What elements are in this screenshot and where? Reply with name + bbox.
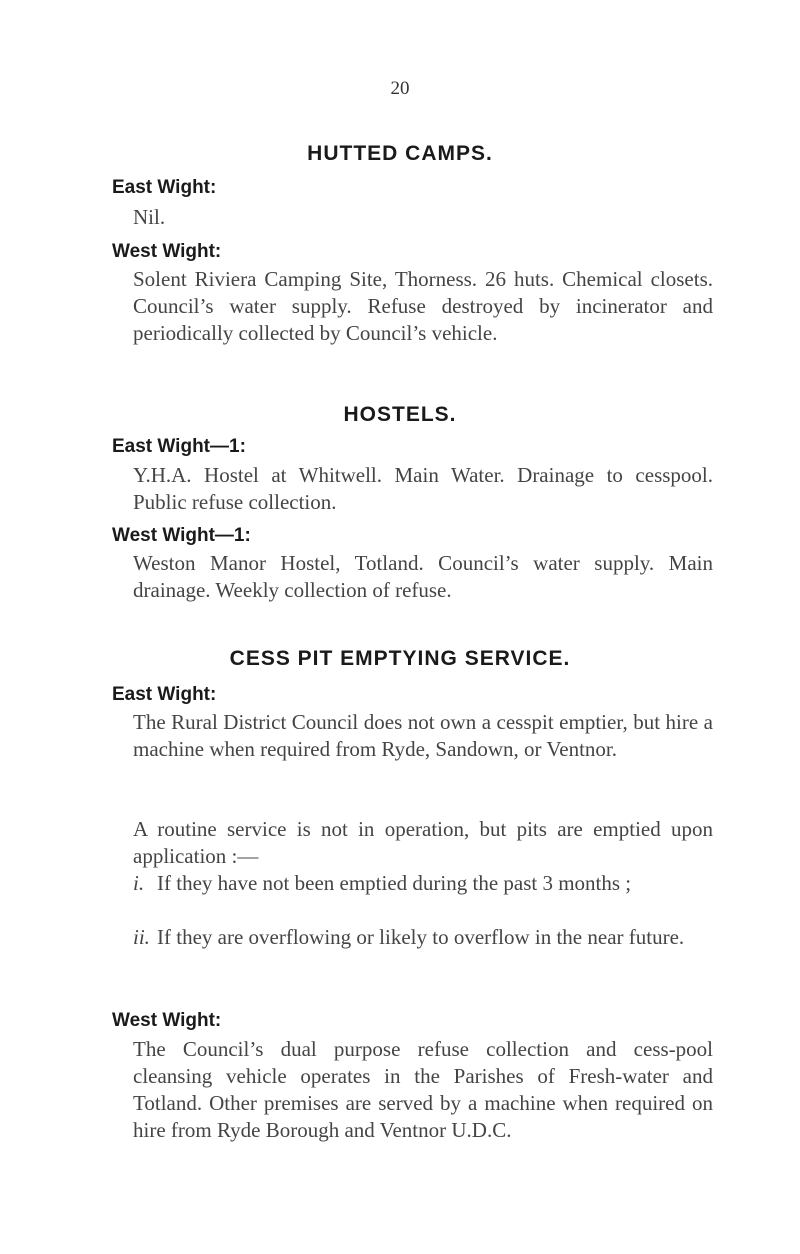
item-text: If they have not been emptied during the past 3 months ; [157,871,632,895]
hostels-east-label: East Wight—1: [112,436,246,457]
cess-west-text: The Council’s dual purpose refuse collection and cess-pool cleansing vehicle operates in the Parishes of Fresh-water and Totland. Other premises are served by a machine when required on hire from Ryde Borough and Ventnor U.D.C. [133,1037,713,1142]
cess-east-text-2: A routine service is not in operation, but pits are emptied upon application :— [133,817,713,868]
page-number: 20 [390,78,410,99]
hostels-west-label: West Wight—1: [112,525,251,546]
list-item [133,924,713,951]
hostels-east-text: Y.H.A. Hostel at Whitwell. Main Water. Drainage to cesspool. Public refuse collection. [133,463,713,514]
cess-east-text-1: The Rural District Council does not own a cesspit emptier, but hire a machine when required from Ryde, Sandown, or Ventnor. [133,710,713,761]
hutted-east-text: Nil. [133,205,166,229]
item-number: i. [133,871,145,895]
hutted-camps-heading: HUTTED CAMPS. [307,142,493,165]
hutted-west-label: West Wight: [112,241,222,262]
cess-west-label: West Wight: [112,1010,222,1031]
list-item [133,870,713,897]
item-number: ii. [133,925,150,949]
hutted-west-text: Solent Riviera Camping Site, Thorness. 26 huts. Chemical closets. Council’s water supply. Refuse destroyed by incinerator and periodically collected by Council’s vehicle. [133,267,713,345]
item-text: If they are overflowing or likely to overflow in the near future. [157,925,685,949]
hostels-west-text: Weston Manor Hostel, Totland. Council’s water supply. Main drainage. Weekly collection of refuse. [133,551,713,602]
hostels-heading: HOSTELS. [343,403,457,426]
cess-pit-heading: CESS PIT EMPTYING SERVICE. [229,647,571,670]
cess-east-label: East Wight: [112,684,217,705]
hutted-east-label: East Wight: [112,177,217,198]
